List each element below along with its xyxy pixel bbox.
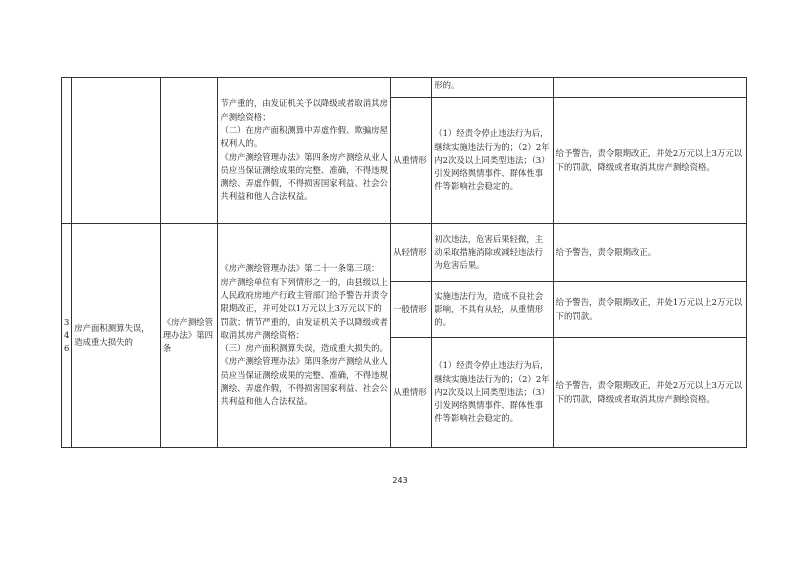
penalty-cell: 给予警告，责令限期改正，并处1万元以上2万元以下的罚款。: [553, 282, 746, 338]
table-row: [62, 224, 747, 282]
law-line: （二）在房产面积测算中弄虚作假、欺骗房屋权利人的。: [220, 124, 388, 149]
penalty-cell: 给予警告，责令限期改正。: [553, 224, 746, 282]
level-cell: 从重情形: [391, 338, 432, 448]
law-line: （三）房产面积测算失误，造成重大损失的。: [220, 343, 388, 354]
condition-cell: （1）经责令停止违法行为后，继续实施违法行为的；（2）2年内2次及以上同类型违法；（3）引发网络舆情事件、群体性事件等影响社会稳定的。: [432, 338, 553, 448]
law-line: 节产重的，由发证机关予以降级或者取消其房产测绘资格；: [220, 98, 388, 122]
condition-cell: （1）经责令停止违法行为后，继续实施违法行为的；（2）2年内2次及以上同类型违法；（3）引发网络舆情事件、群体性事件等影响社会稳定的。: [432, 98, 553, 224]
law-line: 《房产测绘管理办法》第二十一条第三项：: [220, 263, 380, 274]
penalty-table: [61, 77, 747, 448]
law-line: 《房产测绘管理办法》第四条房产测绘从业人员应当保证测绘成果的完整、准确，不得违规测绘、弄虚作假，不得损害国家利益、社会公共利益和他人合法权益。: [220, 151, 388, 202]
condition-cell: 实施违法行为，造成不良社会影响，不具有从轻，从重情形的。: [432, 282, 553, 338]
violation-cell: 房产面积测算失误，造成重大损失的: [72, 224, 160, 448]
law-line: 《房产测绘管理办法》第四条房产测绘从业人员应当保证测绘成果的完整、准确，不得违规测绘、弄虚作假，不得损害国家利益、社会公共利益和他人合法权益。: [220, 356, 388, 407]
level-cell: 从重情形: [391, 98, 432, 224]
page-number: 243: [392, 476, 408, 485]
law-text-cell: [218, 78, 391, 224]
penalty-cell-empty: [553, 78, 746, 98]
basis-cell: 《房产测绘管理办法》第四条: [160, 224, 218, 448]
level-cell: 从轻情形: [391, 224, 432, 282]
violation-cell-empty: [72, 78, 160, 224]
law-text-cell: [218, 224, 391, 448]
penalty-cell: 给予警告，责令限期改正，并处2万元以上3万元以下的罚款，降级或者取消其房产测绘资格。: [553, 98, 746, 224]
penalty-cell: 给予警告，责令限期改正，并处2万元以上3万元以下的罚款，降级或者取消其房产测绘资格。: [553, 338, 746, 448]
level-cell-empty: [391, 78, 432, 98]
number-cell: 346: [62, 224, 72, 448]
condition-cell: 形的。: [432, 78, 553, 98]
law-line: 房产测绘单位有下列情形之一的，由县级以上人民政府房地产行政主管部门给予警告并责令限期改正，并可处以1万元以上3万元以下的罚款；情节严重的，由发证机关予以降级或者取消其房产测绘资格：: [220, 276, 388, 340]
number-cell-empty: [62, 78, 72, 224]
level-cell: 一般情形: [391, 282, 432, 338]
basis-cell-empty: [160, 78, 218, 224]
condition-cell: 初次违法，危害后果轻微，主动采取措施消除或减轻违法行为危害后果。: [432, 224, 553, 282]
table-row: [62, 78, 747, 98]
